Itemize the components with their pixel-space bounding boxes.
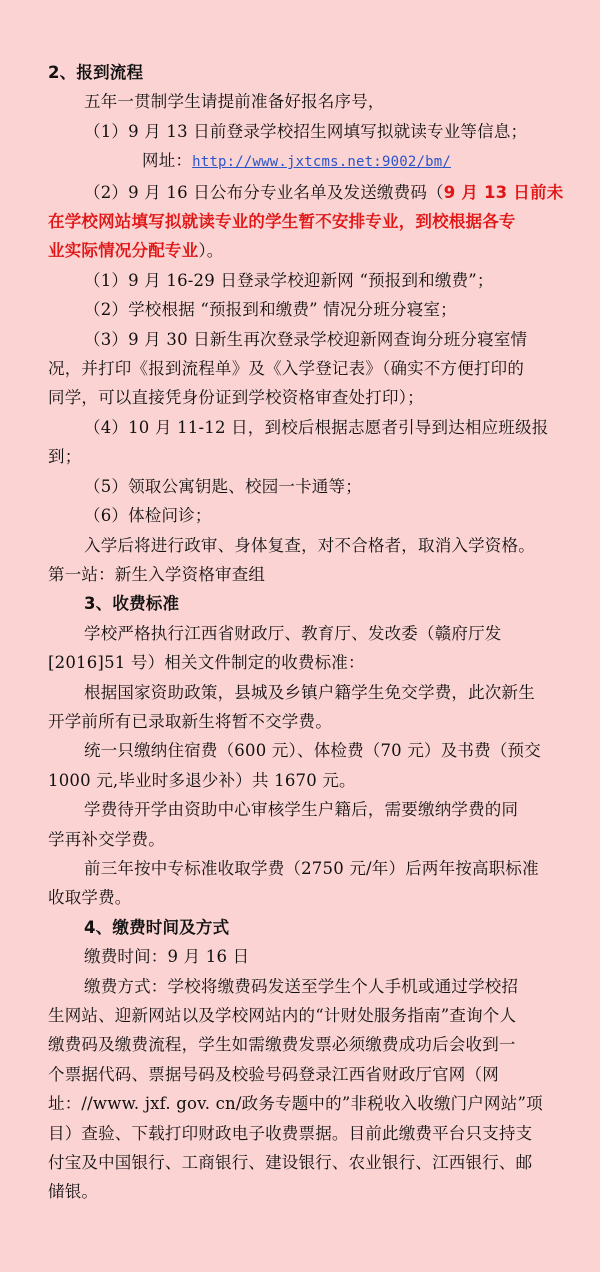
step-2-suffix: ）。 bbox=[198, 241, 224, 261]
fee-paragraph-3-cont: 1000 元,毕业时多退少补）共 1670 元。 bbox=[48, 770, 356, 790]
url-line bbox=[48, 146, 564, 177]
payment-method-line: 缴费码及缴费流程，学生如需缴费发票必须缴费成功后会收到一 bbox=[48, 1035, 516, 1055]
fee-paragraph-2: 根据国家资助政策，县城及乡镇户籍学生免交学费，此次新生 bbox=[84, 682, 535, 702]
payment-method-line: 付宝及中国银行、工商银行、建设银行、农业银行、江西银行、邮 bbox=[48, 1153, 533, 1173]
list-item: （1）9 月 16-29 日登录学校迎新网 “预报到和缴费”； bbox=[84, 270, 494, 290]
step-1-text: （1）9 月 13 日前登录学校招生网填写拟就读专业等信息； bbox=[84, 121, 528, 141]
url-label: 网址： bbox=[142, 151, 193, 171]
list-item-continuation: 同学，可以直接凭身份证到学校资格审查处打印）； bbox=[48, 388, 424, 408]
list-item: （2）学校根据 “预报到和缴费” 情况分班分寝室； bbox=[84, 300, 457, 320]
section-3-heading: 3、收费标准 bbox=[84, 594, 180, 614]
step-2-line-1 bbox=[48, 178, 564, 207]
step-2-warning-part-1: 9 月 13 日前未 bbox=[443, 182, 564, 202]
step-2-warning-part-2: 在学校网站填写拟就读专业的学生暂不安排专业，到校根据各专 bbox=[48, 212, 516, 232]
payment-method-line: 目）查验、下载打印财政电子收费票据。目前此缴费平台只支持支 bbox=[48, 1123, 533, 1143]
list-item: （6）体检问诊； bbox=[84, 506, 212, 526]
list-item-continuation: 况，并打印《报到流程单》及《入学登记表》（确实不方便打印的 bbox=[48, 359, 525, 379]
section-2-heading: 2、报到流程 bbox=[48, 63, 144, 82]
fee-paragraph-4: 学费待开学由资助中心审核学生户籍后，需要缴纳学费的同 bbox=[84, 800, 519, 820]
list-item: （5）领取公寓钥匙、校园一卡通等； bbox=[84, 476, 362, 496]
first-stop-note: 第一站：新生入学资格审查组 bbox=[48, 564, 266, 584]
payment-method-line: 生网站、迎新网站以及学校网站内的“计财处服务指南”查询个人 bbox=[48, 1006, 517, 1025]
list-item: （4）10 月 11-12 日，到校后根据志愿者引导到达相应班级报 bbox=[84, 417, 549, 437]
payment-time: 缴费时间：9 月 16 日 bbox=[84, 947, 250, 967]
fee-paragraph-3: 统一只缴纳住宿费（600 元）、体检费（70 元）及书费（预交 bbox=[84, 741, 541, 761]
fee-paragraph-1: 学校严格执行江西省财政厅、教育厅、发改委（赣府厅发 bbox=[84, 623, 502, 643]
payment-method-line: 址：//www. jxf. gov. cn/政务专题中的”非税收入收缴门户网站”项 bbox=[48, 1094, 543, 1114]
fee-paragraph-2-cont: 开学前所有已录取新生将暂不交学费。 bbox=[48, 711, 332, 731]
step-2-prefix: （2）9 月 16 日公布分专业名单及发送缴费码（ bbox=[84, 182, 444, 202]
list-item: （3）9 月 30 日新生再次登录学校迎新网查询分班分寝室情 bbox=[84, 329, 528, 349]
fee-paragraph-1-cont: [2016]51 号）相关文件制定的收费标准： bbox=[48, 653, 365, 673]
step-2-warning-part-3: 业实际情况分配专业 bbox=[48, 241, 199, 261]
step-2-line-3 bbox=[48, 236, 564, 265]
list-item-continuation: 到； bbox=[48, 447, 82, 467]
fee-paragraph-5: 前三年按中专标准收取学费（2750 元/年）后两年按高职标准 bbox=[84, 858, 539, 878]
registration-url-link[interactable]: http://www.jxtcms.net:9002/bm/ bbox=[192, 154, 451, 171]
admission-review-note: 入学后将进行政审、身体复查，对不合格者，取消入学资格。 bbox=[84, 535, 535, 555]
fee-paragraph-4-cont: 学再补交学费。 bbox=[48, 829, 165, 849]
fee-paragraph-5-cont: 收取学费。 bbox=[48, 888, 132, 908]
payment-method-line: 个票据代码、票据号码及校验号码登录江西省财政厅官网（网 bbox=[48, 1064, 499, 1084]
section-4-heading: 4、缴费时间及方式 bbox=[84, 917, 230, 937]
payment-method-line: 缴费方式：学校将缴费码发送至学生个人手机或通过学校招 bbox=[84, 976, 519, 996]
section-2-intro: 五年一贯制学生请提前准备好报名序号， bbox=[84, 92, 385, 112]
payment-method-line: 储银。 bbox=[48, 1182, 99, 1202]
